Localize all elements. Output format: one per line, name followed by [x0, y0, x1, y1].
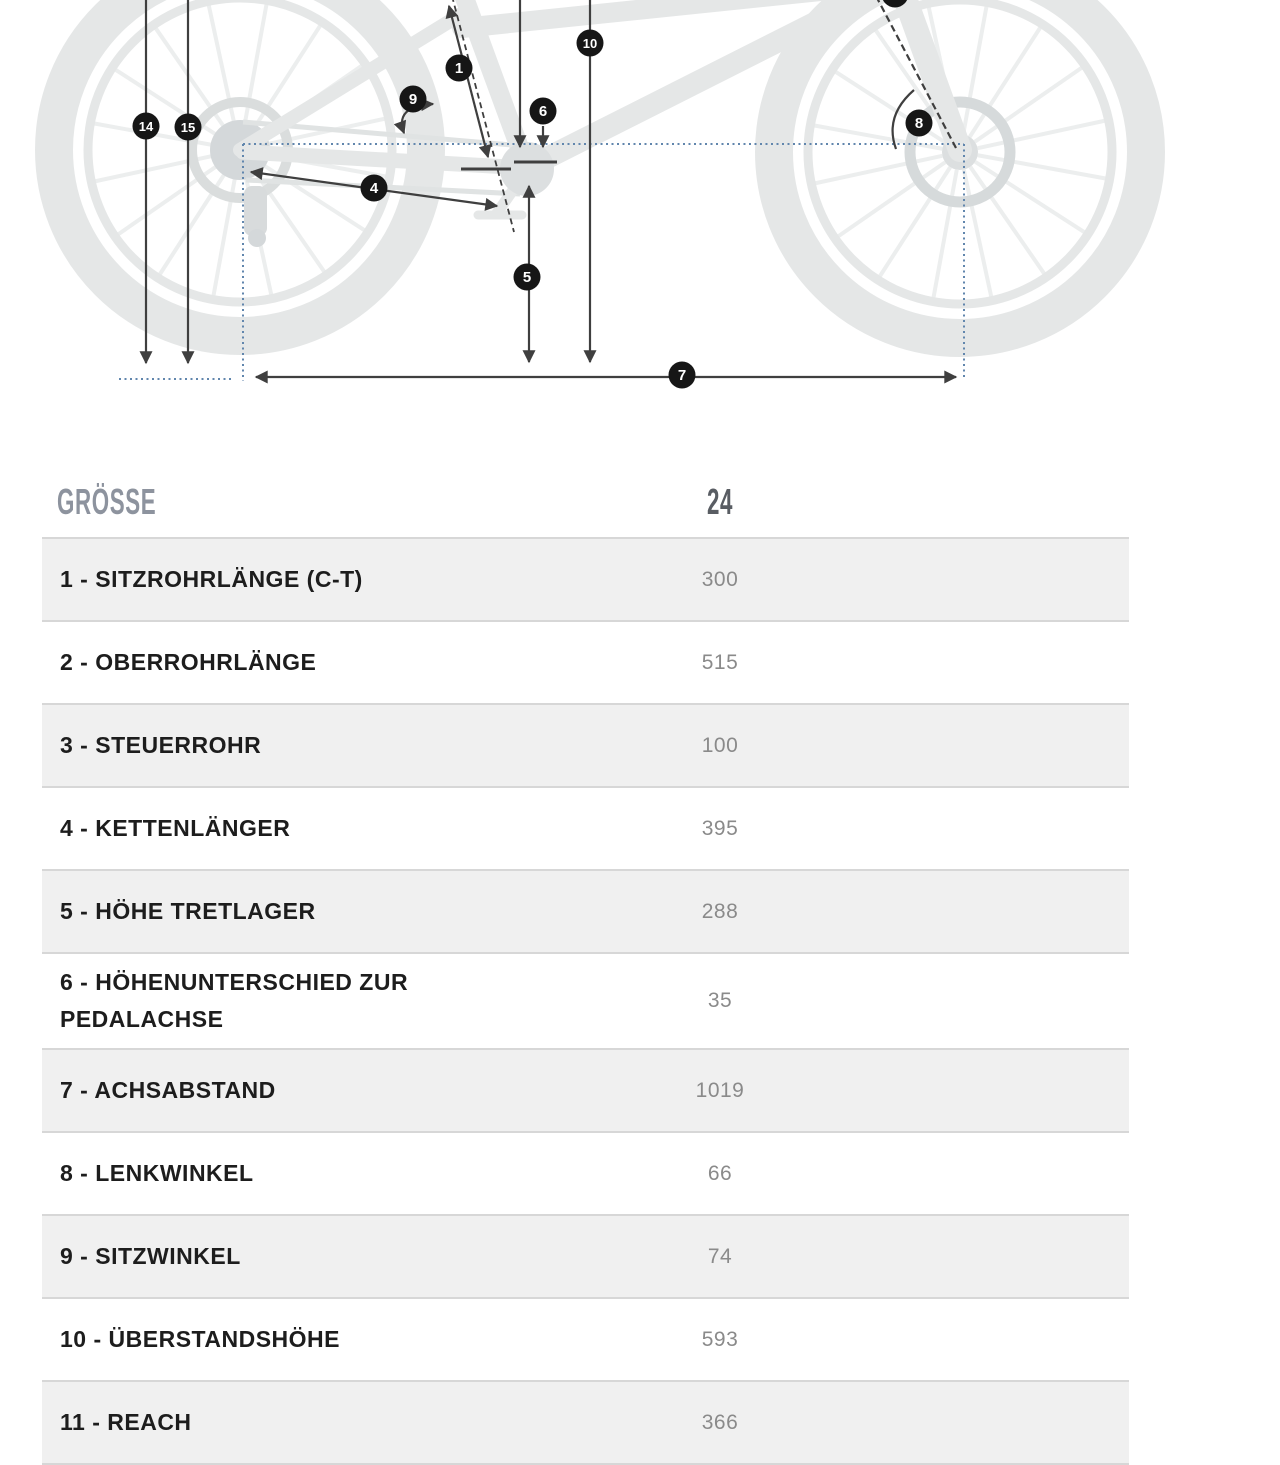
geometry-table	[42, 440, 1129, 1465]
svg-text:8: 8	[914, 115, 924, 132]
svg-text:5: 5	[522, 269, 532, 286]
measure-marker-9	[400, 86, 427, 113]
row-label: 5 - HÖHE TRETLAGER	[60, 898, 316, 924]
row-value: 593	[701, 1327, 739, 1351]
measure-marker-6	[530, 98, 557, 125]
svg-text:15: 15	[180, 120, 196, 135]
table-row	[42, 1131, 1129, 1214]
row-label: 9 - SITZWINKEL	[60, 1243, 241, 1269]
measure-marker-8	[906, 110, 933, 137]
row-label: 2 - OBERROHRLÄNGE	[60, 649, 317, 675]
table-row	[42, 1214, 1129, 1297]
row-label: 3 - STEUERROHR	[60, 732, 262, 758]
row-value: 74	[707, 1244, 733, 1268]
table-row	[42, 952, 1129, 1048]
table-row	[42, 1297, 1129, 1380]
table-row	[42, 1380, 1129, 1465]
row-value: 100	[701, 733, 739, 757]
svg-text:6: 6	[538, 103, 548, 120]
row-value: 1019	[695, 1078, 745, 1102]
row-value: 35	[707, 989, 733, 1012]
svg-text:1: 1	[454, 60, 464, 77]
table-row	[42, 620, 1129, 703]
table-row	[42, 703, 1129, 786]
svg-text:14: 14	[138, 119, 154, 134]
table-row	[42, 786, 1129, 869]
row-label: 10 - ÜBERSTANDSHÖHE	[60, 1326, 340, 1352]
measure-marker-1	[446, 55, 473, 82]
row-value: 288	[701, 899, 739, 923]
svg-text:9: 9	[408, 91, 418, 108]
row-label: 8 - LENKWINKEL	[60, 1160, 254, 1186]
row-value: 66	[707, 1161, 733, 1185]
geometry-table-header	[42, 440, 1129, 537]
row-value: 515	[701, 650, 739, 674]
svg-text:10: 10	[582, 36, 598, 51]
row-label: 7 - ACHSABSTAND	[60, 1077, 276, 1103]
measure-marker-5	[514, 264, 541, 291]
row-label: 4 - KETTENLÄNGER	[60, 815, 291, 841]
measure-marker-10	[577, 30, 604, 57]
row-value: 366	[701, 1410, 739, 1434]
svg-text:4: 4	[369, 180, 379, 197]
size-header-value: 24	[706, 481, 734, 522]
table-row	[42, 537, 1129, 620]
size-value-cell	[600, 481, 840, 523]
svg-text:7: 7	[677, 367, 687, 384]
table-row	[42, 869, 1129, 952]
table-row	[42, 1048, 1129, 1131]
geometry-diagram	[0, 0, 1280, 440]
measure-marker-15	[175, 114, 202, 141]
geometry-diagram-svg	[0, 0, 1280, 440]
row-value: 300	[701, 567, 739, 591]
derailleur-pulley	[248, 229, 266, 247]
row-value: 395	[701, 816, 739, 840]
rear-derailleur	[244, 186, 267, 236]
measure-marker-7	[669, 362, 696, 389]
size-header-cell	[57, 481, 540, 523]
size-header-label: GRÖSSE	[57, 481, 157, 522]
row-label: 1 - SITZROHRLÄNGE (C-T)	[60, 566, 363, 592]
measure-marker-14	[133, 113, 160, 140]
row-label: 11 - REACH	[60, 1409, 192, 1435]
measure-marker-4	[361, 175, 388, 202]
row-label: 6 - HÖHENUNTERSCHIED ZUR PEDALACHSE	[60, 969, 409, 1032]
